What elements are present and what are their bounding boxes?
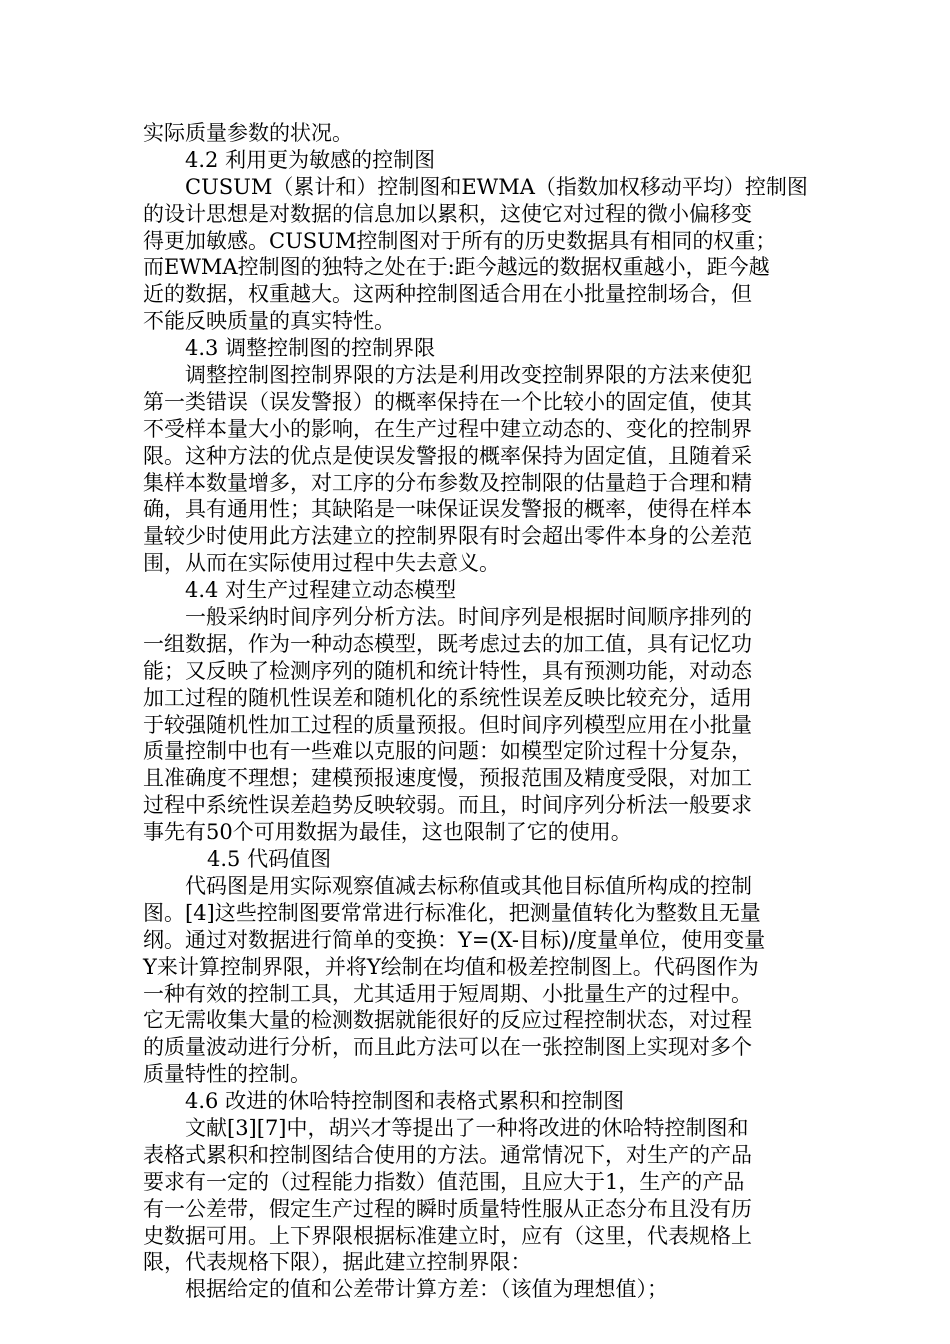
text-line: CUSUM（累计和）控制图和EWMA（指数加权移动平均）控制图 (185, 174, 808, 199)
text-line: 不受样本量大小的影响，在生产过程中建立动态的、变化的控制界 (143, 416, 752, 441)
text-line: 质量特性的控制。 (143, 1062, 311, 1087)
text-line: 图。[4]这些控制图要常常进行标准化，把测量值转化为整数且无量 (143, 900, 761, 925)
section-heading: 4.6 改进的休哈特控制图和表格式累积和控制图 (185, 1089, 625, 1114)
text-line: 调整控制图控制界限的方法是利用改变控制界限的方法来使犯 (185, 363, 752, 388)
text-line: 集样本数量增多，对工序的分布参数及控制限的估量趋于合理和精 (143, 470, 752, 495)
text-line: 且准确度不理想；建模预报速度慢，预报范围及精度受限，对加工 (143, 766, 752, 791)
text-line: 一种有效的控制工具，尤其适用于短周期、小批量生产的过程中。 (143, 981, 752, 1006)
text-line: 不能反映质量的真实特性。 (143, 309, 395, 334)
text-line: 而EWMA控制图的独特之处在于:距今越远的数据权重越小，距今越 (143, 255, 770, 280)
text-line: 限，代表规格下限），据此建立控制界限： (143, 1250, 532, 1275)
text-line: 的质量波动进行分析，而且此方法可以在一张控制图上实现对多个 (143, 1035, 752, 1060)
text-line: 一般采纳时间序列分析方法。时间序列是根据时间顺序排列的 (185, 605, 752, 630)
document-page (143, 120, 808, 1303)
text-line: 于较强随机性加工过程的质量预报。但时间序列模型应用在小批量 (143, 712, 752, 737)
text-line: 事先有50个可用数据为最佳，这也限制了它的使用。 (143, 820, 632, 845)
text-line: 一组数据，作为一种动态模型，既考虑过去的加工值，具有记忆功 (143, 631, 752, 656)
text-line: 纲。通过对数据进行简单的变换：Y=(X-目标)/度量单位，使用变量 (143, 927, 766, 952)
text-line: 加工过程的随机性误差和随机化的系统性误差反映比较充分，适用 (143, 685, 752, 710)
text-line: 表格式累积和控制图结合使用的方法。通常情况下，对生产的产品 (143, 1142, 752, 1167)
section-heading: 4.5 代码值图 (207, 847, 332, 872)
section-heading: 4.3 调整控制图的控制界限 (185, 336, 436, 361)
text-line: Y来计算控制界限，并将Y绘制在均值和极差控制图上。代码图作为 (143, 954, 759, 979)
text-line: 质量控制中也有一些难以克服的问题：如模型定阶过程十分复杂， (143, 739, 752, 764)
text-line: 量较少时使用此方法建立的控制界限有时会超出零件本身的公差范 (143, 524, 752, 549)
text-line: 过程中系统性误差趋势反映较弱。而且，时间序列分析法一般要求 (143, 793, 752, 818)
text-line: 史数据可用。上下界限根据标准建立时，应有（这里，代表规格上 (143, 1223, 752, 1248)
text-line: 文献[3][7]中，胡兴才等提出了一种将改进的休哈特控制图和 (185, 1115, 749, 1140)
text-line: 有一公差带，假定生产过程的瞬时质量特性服从正态分布且没有历 (143, 1196, 752, 1221)
text-line: 根据给定的值和公差带计算方差：（该值为理想值）； (185, 1277, 668, 1302)
text-line: 第一类错误（误发警报）的概率保持在一个比较小的固定值，使其 (143, 389, 752, 414)
text-line: 得更加敏感。CUSUM控制图对于所有的历史数据具有相同的权重； (143, 228, 777, 253)
section-heading: 4.2 利用更为敏感的控制图 (185, 147, 436, 172)
text-line: 确，具有通用性；其缺陷是一味保证误发警报的概率，使得在样本 (143, 497, 752, 522)
text-line: 实际质量参数的状况。 (143, 121, 353, 145)
text-line: 能；又反映了检测序列的随机和统计特性，具有预测功能，对动态 (143, 658, 752, 683)
text-line: 它无需收集大量的检测数据就能很好的反应过程控制状态，对过程 (143, 1008, 752, 1033)
text-line: 近的数据，权重越大。这两种控制图适合用在小批量控制场合，但 (143, 282, 752, 307)
text-line: 限。这种方法的优点是使误发警报的概率保持为固定值，且随着采 (143, 443, 752, 468)
text-line: 围，从而在实际使用过程中失去意义。 (143, 551, 500, 576)
text-line: 要求有一定的（过程能力指数）值范围，且应大于1，生产的产品 (143, 1169, 745, 1194)
text-line: 的设计思想是对数据的信息加以累积，这使它对过程的微小偏移变 (143, 201, 752, 226)
text-line: 代码图是用实际观察值减去标称值或其他目标值所构成的控制 (185, 873, 752, 898)
section-heading: 4.4 对生产过程建立动态模型 (185, 578, 457, 603)
